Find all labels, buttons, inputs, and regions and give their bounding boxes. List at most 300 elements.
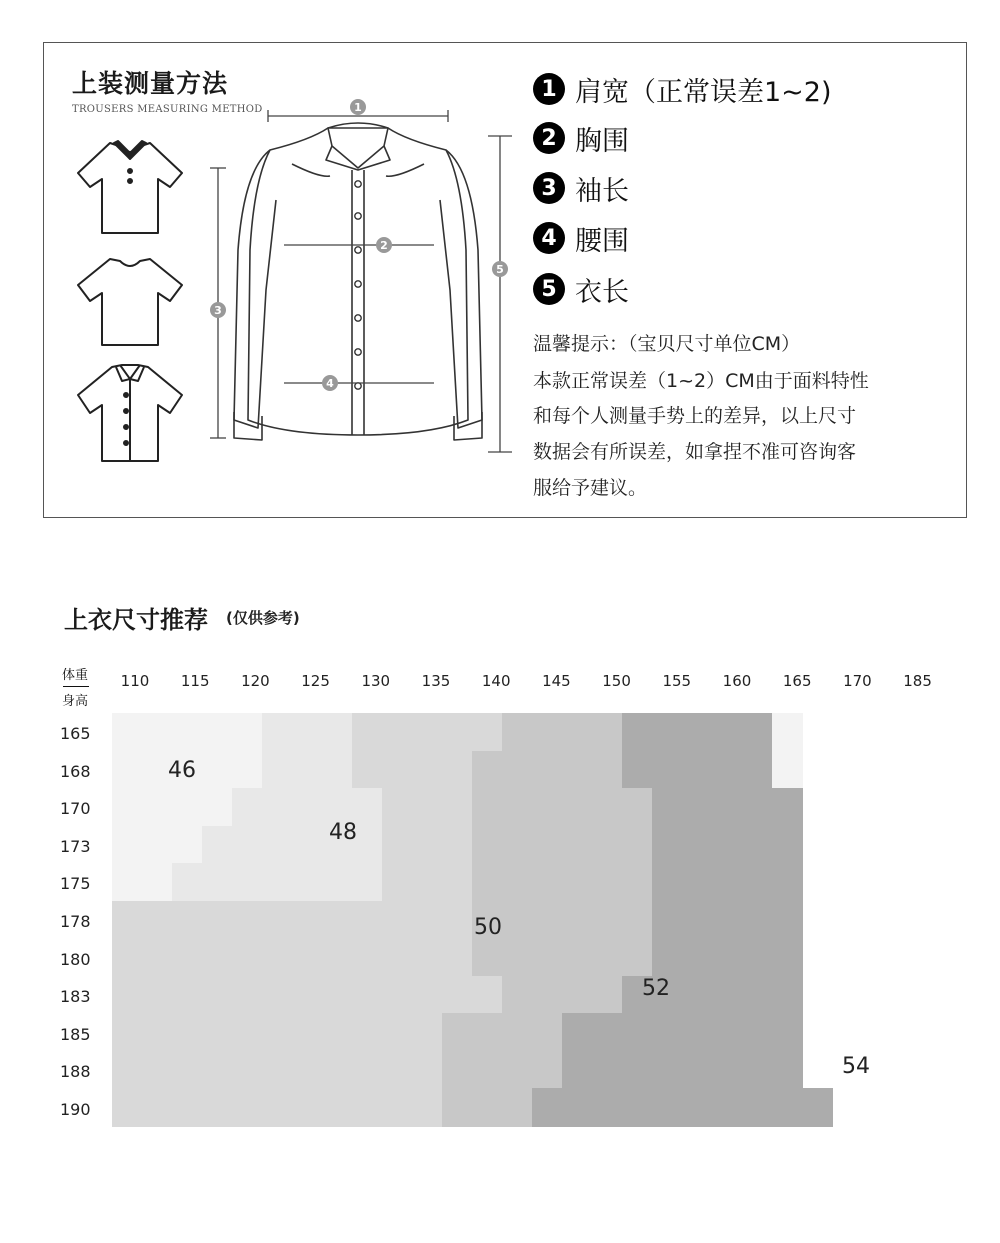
- size-cell: [712, 1088, 743, 1127]
- size-cell: [172, 1051, 203, 1090]
- size-cell: [562, 901, 593, 940]
- size-cell: [742, 713, 773, 752]
- size-cell: [112, 713, 143, 752]
- marker-1-icon: [350, 99, 366, 115]
- svg-text:2: 2: [380, 239, 388, 252]
- size-cell: [352, 751, 383, 790]
- size-cell: [172, 713, 203, 752]
- size-cell: [682, 1051, 713, 1090]
- svg-text:3: 3: [214, 304, 222, 317]
- height-label: 175: [60, 874, 91, 894]
- size-cell: [742, 938, 773, 977]
- size-cell: [652, 863, 683, 902]
- size-cell: [262, 1088, 293, 1127]
- size-cell: [262, 751, 293, 790]
- size-cell: [592, 1088, 623, 1127]
- size-cell: [292, 751, 323, 790]
- garment-icons: [70, 135, 190, 475]
- size-cell: [442, 976, 473, 1015]
- size-cell: [742, 826, 773, 865]
- size-cell: [592, 901, 623, 940]
- marker-2-icon: [376, 237, 392, 253]
- size-cell: [352, 901, 383, 940]
- size-cell: [502, 713, 533, 752]
- empty-cell: [892, 713, 954, 788]
- size-cell: [202, 938, 233, 977]
- height-label: 168: [60, 761, 91, 781]
- size-cell: [382, 1051, 413, 1090]
- size-cell: [682, 826, 713, 865]
- size-cell: [172, 826, 203, 865]
- size-cell: [472, 788, 503, 827]
- number-1-icon: 1: [533, 73, 565, 105]
- height-label: 178: [60, 912, 91, 931]
- size-cell: [592, 826, 623, 865]
- size-cell: [232, 751, 263, 790]
- size-cell: [532, 938, 563, 977]
- size-cell: [382, 863, 413, 902]
- size-cell: [712, 863, 743, 902]
- size-cell: [382, 826, 413, 865]
- size-cell: [532, 1051, 563, 1090]
- legend-text: 袖长: [575, 175, 629, 207]
- size-cell: [712, 976, 743, 1015]
- size-cell: [382, 751, 413, 790]
- size-cell: [202, 1088, 233, 1127]
- size-cell: [772, 1051, 803, 1090]
- size-cell: [592, 788, 623, 827]
- size-cell: [352, 1013, 383, 1052]
- size-cell: [472, 1051, 503, 1090]
- size-cell: [442, 788, 473, 827]
- size-cell: [142, 1088, 173, 1127]
- size-cell: [232, 826, 263, 865]
- size-cell: [622, 826, 653, 865]
- size-cell: [502, 1088, 533, 1127]
- height-label: 170: [60, 799, 91, 819]
- size-cell: [682, 901, 713, 940]
- height-label: 180: [60, 949, 91, 969]
- size-cell: [352, 976, 383, 1015]
- size-cell: [622, 863, 653, 902]
- legend-item-waist: [533, 221, 629, 255]
- size-cell: [592, 1013, 623, 1052]
- weight-label: 150: [602, 672, 631, 690]
- measuring-method-subtitle: TROUSERS MEASURING METHOD: [72, 104, 263, 115]
- size-cell: [592, 713, 623, 752]
- size-cell: [532, 788, 563, 827]
- size-cell: [262, 788, 293, 827]
- size-label-48: 48: [329, 820, 357, 845]
- t-shirt-icon: [78, 259, 182, 345]
- size-cell: [502, 976, 533, 1015]
- size-cell: [502, 751, 533, 790]
- size-cell: [772, 826, 803, 865]
- size-cell: [532, 713, 563, 752]
- size-cell: [562, 826, 593, 865]
- size-cell: [772, 713, 803, 752]
- corner-height-label: 身高: [62, 694, 89, 709]
- size-cell: [442, 1051, 473, 1090]
- size-cell: [652, 713, 683, 752]
- size-cell: [292, 1013, 323, 1052]
- size-cell: [292, 863, 323, 902]
- size-cell: [232, 1088, 263, 1127]
- size-cell: [142, 1051, 173, 1090]
- size-cell: [472, 938, 503, 977]
- size-cell: [172, 863, 203, 902]
- size-cell: [322, 901, 353, 940]
- size-cell: [592, 863, 623, 902]
- size-cell: [772, 901, 803, 940]
- size-cell: [382, 901, 413, 940]
- size-cell: [322, 1051, 353, 1090]
- size-cell: [142, 788, 173, 827]
- size-cell: [742, 976, 773, 1015]
- size-cell: [802, 1088, 833, 1127]
- size-cell: [592, 1051, 623, 1090]
- size-cell: [172, 976, 203, 1015]
- size-cell: [142, 826, 173, 865]
- size-cell: [562, 1051, 593, 1090]
- size-cell: [232, 1051, 263, 1090]
- size-cell: [112, 1051, 143, 1090]
- size-cell: [622, 1051, 653, 1090]
- size-cell: [142, 863, 173, 902]
- size-cell: [682, 1013, 713, 1052]
- number-5-icon: 5: [533, 273, 565, 305]
- size-cell: [652, 1088, 683, 1127]
- size-cell: [322, 976, 353, 1015]
- size-cell: [412, 863, 443, 902]
- size-cell: [772, 976, 803, 1015]
- size-cell: [262, 976, 293, 1015]
- size-cell: [172, 901, 203, 940]
- size-cell: [382, 1013, 413, 1052]
- size-cell: [232, 713, 263, 752]
- size-cell: [232, 976, 263, 1015]
- size-cell: [742, 788, 773, 827]
- size-cell: [442, 751, 473, 790]
- size-cell: [142, 976, 173, 1015]
- note-line: 数据会有所误差，如拿捏不准可咨询客: [533, 441, 857, 463]
- size-cell: [322, 1013, 353, 1052]
- size-cell: [112, 938, 143, 977]
- marker-3-icon: [210, 302, 226, 318]
- size-cell: [232, 1013, 263, 1052]
- number-2-icon: 2: [533, 122, 565, 154]
- size-cell: [742, 901, 773, 940]
- size-cell: [232, 863, 263, 902]
- size-cell: [442, 713, 473, 752]
- size-cell: [712, 1013, 743, 1052]
- weight-label: 125: [301, 672, 330, 690]
- size-cell: [652, 751, 683, 790]
- size-cell: [202, 788, 233, 827]
- height-label: 188: [60, 1062, 91, 1082]
- size-cell: [352, 938, 383, 977]
- short-sleeve-shirt-icon: [78, 365, 182, 461]
- size-cell: [622, 1088, 653, 1127]
- size-cell: [562, 1013, 593, 1052]
- weight-label: 130: [361, 672, 391, 690]
- size-cell: [622, 713, 653, 752]
- size-cell: [532, 901, 563, 940]
- size-cell: [442, 938, 473, 977]
- size-cell: [412, 901, 443, 940]
- size-cell: [532, 863, 563, 902]
- legend-text: 肩宽（正常误差1~2): [575, 76, 832, 108]
- number-4-icon: 4: [533, 222, 565, 254]
- size-cell: [712, 826, 743, 865]
- note-line: 和每个人测量手势上的差异，以上尺寸: [533, 405, 857, 427]
- size-cell: [232, 901, 263, 940]
- size-cell: [772, 1013, 803, 1052]
- size-cell: [352, 1088, 383, 1127]
- height-label: 190: [60, 1100, 91, 1119]
- size-cell: [412, 826, 443, 865]
- size-cell: [412, 1013, 443, 1052]
- size-cell: [292, 1088, 323, 1127]
- size-cell: [172, 938, 203, 977]
- size-cell: [502, 863, 533, 902]
- size-cell: [742, 1088, 773, 1127]
- size-cell: [472, 1088, 503, 1127]
- size-cell: [682, 751, 713, 790]
- size-cell: [262, 863, 293, 902]
- size-cell: [502, 1013, 533, 1052]
- size-cell: [502, 1051, 533, 1090]
- weight-label: 120: [241, 672, 270, 690]
- size-cell: [622, 788, 653, 827]
- size-cell: [682, 938, 713, 977]
- size-cell: [202, 901, 233, 940]
- size-cell: [682, 976, 713, 1015]
- size-cell: [562, 938, 593, 977]
- size-cell: [502, 938, 533, 977]
- size-cell: [262, 938, 293, 977]
- note-heading: 温馨提示：（宝贝尺寸单位CM）: [533, 333, 801, 355]
- weight-label: 165: [782, 672, 812, 690]
- size-cell: [232, 938, 263, 977]
- size-cell: [442, 1013, 473, 1052]
- size-label-46: 46: [168, 758, 196, 783]
- size-cell: [502, 788, 533, 827]
- weight-label: 155: [662, 672, 692, 690]
- size-cell: [112, 826, 143, 865]
- legend-text: 胸围: [575, 125, 629, 157]
- corner-divider: [63, 686, 89, 687]
- size-cell: [382, 788, 413, 827]
- size-cell: [292, 976, 323, 1015]
- size-cell: [172, 788, 203, 827]
- size-cell: [442, 863, 473, 902]
- size-cell: [352, 863, 383, 902]
- weight-label: 145: [542, 672, 571, 690]
- legend-item-sleeve: [533, 171, 629, 205]
- size-cell: [112, 788, 143, 827]
- size-cell: [172, 1013, 203, 1052]
- size-cell: [502, 826, 533, 865]
- size-cell: [652, 938, 683, 977]
- size-cell: [622, 1013, 653, 1052]
- size-cell: [712, 1051, 743, 1090]
- svg-text:1: 1: [354, 101, 362, 114]
- svg-text:5: 5: [496, 263, 504, 276]
- size-cell: [772, 863, 803, 902]
- legend-item-shoulder: [533, 72, 832, 106]
- legend-item-chest: [533, 121, 629, 155]
- weight-label: 170: [843, 672, 872, 690]
- size-cell: [232, 788, 263, 827]
- size-cell: [382, 976, 413, 1015]
- size-cell: [142, 938, 173, 977]
- marker-4-icon: [322, 375, 338, 391]
- size-cell: [742, 1051, 773, 1090]
- size-cell: [622, 901, 653, 940]
- size-cell: [562, 863, 593, 902]
- size-label-50: 50: [474, 915, 502, 940]
- note-line: 本款正常误差（1~2）CM由于面料特性: [533, 370, 869, 392]
- weight-label: 135: [421, 672, 451, 690]
- size-cell: [712, 751, 743, 790]
- size-cell: [652, 1051, 683, 1090]
- size-cell: [262, 1013, 293, 1052]
- size-cell: [562, 1088, 593, 1127]
- size-cell: [352, 1051, 383, 1090]
- size-cell: [382, 713, 413, 752]
- size-cell: [622, 938, 653, 977]
- size-cell: [532, 1013, 563, 1052]
- size-cell: [562, 788, 593, 827]
- size-cell: [142, 1013, 173, 1052]
- number-3-icon: 3: [533, 172, 565, 204]
- corner-weight-label: 体重: [62, 668, 89, 683]
- size-cell: [712, 788, 743, 827]
- size-cell: [112, 751, 143, 790]
- size-cell: [322, 863, 353, 902]
- measuring-method-title: 上装测量方法: [72, 69, 229, 98]
- size-cell: [172, 1088, 203, 1127]
- size-cell: [412, 1051, 443, 1090]
- size-cell: [682, 863, 713, 902]
- size-cell: [292, 1051, 323, 1090]
- size-cell: [442, 826, 473, 865]
- size-cell: [142, 901, 173, 940]
- svg-text:4: 4: [326, 377, 334, 390]
- size-cell: [202, 863, 233, 902]
- shirt-measurement-diagram: [200, 90, 530, 470]
- size-cell: [592, 976, 623, 1015]
- size-cell: [112, 863, 143, 902]
- size-cell: [412, 713, 443, 752]
- size-cell: [352, 713, 383, 752]
- size-cell: [322, 751, 353, 790]
- weight-label: 115: [180, 672, 210, 690]
- size-cell: [682, 713, 713, 752]
- size-cell: [682, 788, 713, 827]
- size-cell: [412, 1088, 443, 1127]
- size-cell: [772, 751, 803, 790]
- note-line: 服给予建议。: [533, 477, 648, 499]
- height-label: 185: [60, 1024, 91, 1044]
- size-cell: [742, 1013, 773, 1052]
- size-cell: [562, 976, 593, 1015]
- size-cell: [712, 713, 743, 752]
- size-cell: [742, 751, 773, 790]
- weight-label: 160: [722, 672, 752, 690]
- size-cell: [652, 788, 683, 827]
- size-cell: [562, 713, 593, 752]
- size-cell: [712, 901, 743, 940]
- size-cell: [712, 938, 743, 977]
- size-cell: [622, 751, 653, 790]
- weight-label: 185: [903, 672, 932, 690]
- size-cell: [292, 713, 323, 752]
- size-cell: [202, 1051, 233, 1090]
- weight-label: 110: [120, 672, 150, 690]
- size-cell: [742, 863, 773, 902]
- size-cell: [112, 1088, 143, 1127]
- size-cell: [322, 938, 353, 977]
- size-cell: [112, 901, 143, 940]
- height-label: 183: [60, 987, 91, 1007]
- height-label: 165: [60, 724, 91, 743]
- size-cell: [772, 1088, 803, 1127]
- size-label-54: 54: [842, 1054, 870, 1079]
- size-cell: [292, 938, 323, 977]
- size-cell: [532, 826, 563, 865]
- size-cell: [142, 713, 173, 752]
- size-cell: [592, 938, 623, 977]
- size-label-52: 52: [642, 976, 670, 1001]
- size-cell: [412, 788, 443, 827]
- size-cell: [112, 976, 143, 1015]
- size-cell: [442, 1088, 473, 1127]
- size-cell: [322, 1088, 353, 1127]
- legend-item-length: [533, 272, 629, 306]
- height-label: 173: [60, 836, 91, 856]
- size-cell: [322, 713, 353, 752]
- size-cell: [382, 938, 413, 977]
- size-cell: [112, 1013, 143, 1052]
- size-cell: [472, 713, 503, 752]
- size-cell: [472, 863, 503, 902]
- size-cell: [292, 901, 323, 940]
- size-cell: [202, 713, 233, 752]
- shirt-buttons: [355, 181, 361, 389]
- size-cell: [412, 751, 443, 790]
- size-cell: [532, 1088, 563, 1127]
- size-cell: [652, 826, 683, 865]
- marker-5-icon: [492, 261, 508, 277]
- size-cell: [202, 826, 233, 865]
- weight-label: 140: [481, 672, 511, 690]
- size-cell: [202, 976, 233, 1015]
- size-cell: [262, 826, 293, 865]
- size-cell: [562, 751, 593, 790]
- size-cell: [412, 976, 443, 1015]
- size-cell: [262, 1051, 293, 1090]
- size-cell: [592, 751, 623, 790]
- legend-text: 腰围: [575, 225, 629, 257]
- size-cell: [472, 1013, 503, 1052]
- size-cell: [382, 1088, 413, 1127]
- size-cell: [262, 713, 293, 752]
- legend-text: 衣长: [575, 276, 629, 308]
- size-cell: [532, 751, 563, 790]
- size-cell: [262, 901, 293, 940]
